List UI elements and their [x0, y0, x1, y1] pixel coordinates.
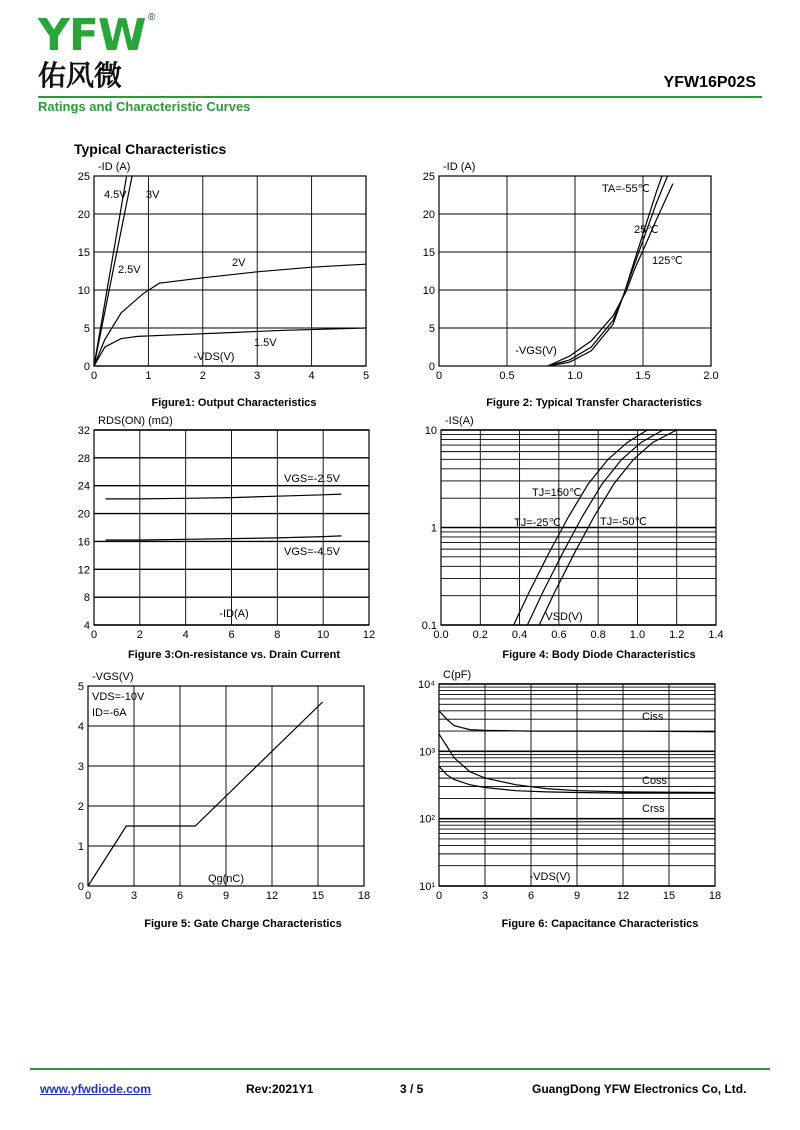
y-tick-label: 2	[77, 801, 84, 813]
x-tick-label: 2.0	[703, 370, 719, 382]
x-tick-label: 0.8	[590, 629, 606, 641]
figure-3-on-resistance	[74, 410, 394, 665]
y-tick-label: 28	[77, 452, 90, 465]
logo-chinese: 佑风微	[38, 59, 123, 92]
series-label: TJ=-25℃	[514, 517, 561, 529]
y-axis-label: C(pF)	[443, 669, 472, 681]
x-tick-label: 15	[662, 890, 676, 902]
x-tick-label: 8	[274, 629, 281, 641]
series-line	[548, 176, 668, 366]
x-tick-label: 0.4	[511, 629, 528, 641]
footer-divider	[30, 1068, 770, 1070]
x-axis-label: -ID(A)	[219, 608, 249, 620]
annotation: VDS=-10V	[92, 691, 145, 703]
y-tick-label: 1	[77, 841, 84, 853]
x-tick-label: 0	[84, 890, 92, 902]
figure-1-output-characteristics	[74, 158, 394, 413]
y-tick-label: 5	[77, 681, 84, 693]
series-label: 25℃	[634, 224, 659, 236]
x-tick-label: 9	[573, 890, 581, 902]
series-label: Crss	[642, 803, 665, 815]
plot-area	[423, 171, 719, 382]
x-axis-label: -VDS(V)	[529, 871, 571, 883]
x-tick-label: 3	[254, 370, 261, 382]
x-tick-label: 1.2	[669, 629, 685, 641]
series-label: TJ=-50℃	[600, 516, 647, 528]
series-label: 125℃	[652, 255, 683, 267]
x-tick-label: 6	[527, 890, 535, 902]
logo: YFW	[38, 10, 146, 61]
y-tick-label: 4	[77, 721, 84, 733]
x-tick-label: 0	[90, 629, 98, 641]
company-name: GuangDong YFW Electronics Co, Ltd.	[532, 1082, 747, 1096]
x-tick-label: 12	[362, 629, 376, 641]
x-tick-label: 2	[136, 629, 143, 641]
x-axis-label: -VDS(V)	[193, 351, 235, 363]
y-tick-label: 0	[83, 361, 90, 373]
x-tick-label: 0.2	[472, 629, 488, 641]
website-link[interactable]: www.yfwdiode.com	[40, 1082, 151, 1096]
series-line	[548, 176, 662, 366]
x-tick-label: 4	[182, 629, 189, 641]
y-tick-label: 16	[77, 536, 90, 549]
x-tick-label: 0.6	[551, 629, 567, 641]
x-axis-label: -VGS(V)	[515, 345, 557, 357]
figure-caption: Figure 3:On-resistance vs. Drain Current	[127, 649, 341, 661]
y-axis-label: RDS(ON) (mΩ)	[98, 415, 173, 427]
x-tick-label: 12	[265, 890, 279, 902]
x-tick-label: 3	[481, 890, 489, 902]
y-tick-label: 3	[77, 761, 84, 773]
series-label: Coss	[642, 775, 668, 787]
y-tick-label: 12	[77, 564, 90, 577]
y-tick-label: 20	[77, 508, 90, 521]
y-tick-label: 15	[422, 247, 435, 259]
plot-area	[422, 425, 724, 641]
figure-caption: Figure 2: Typical Transfer Characteristics	[486, 397, 702, 409]
header-divider	[38, 96, 762, 98]
x-tick-label: 1.0	[567, 370, 583, 382]
series-label: 3V	[146, 189, 160, 201]
x-axis-label: Qg(nC)	[207, 873, 245, 885]
y-tick-label: 0	[428, 361, 435, 373]
x-tick-label: 3	[130, 890, 138, 902]
y-tick-label: 20	[77, 209, 90, 221]
x-tick-label: 12	[616, 890, 630, 902]
x-tick-label: 1.4	[708, 629, 724, 641]
series-label: 2V	[232, 257, 246, 269]
y-axis-label: -IS(A)	[445, 415, 474, 427]
figure-caption: Figure 5: Gate Charge Characteristics	[144, 918, 342, 930]
section-title: Ratings and Characteristic Curves	[38, 99, 251, 114]
y-tick-label: 15	[77, 247, 90, 259]
x-tick-label: 0.0	[433, 629, 449, 641]
y-axis-label: -VGS(V)	[92, 671, 134, 683]
part-number: YFW16P02S	[663, 74, 756, 91]
x-tick-label: 0.5	[499, 370, 515, 382]
y-axis-label: -ID (A)	[98, 161, 131, 173]
y-tick-label: 0.1	[421, 620, 437, 632]
y-tick-label: 10	[77, 285, 90, 297]
y-tick-label: 5	[83, 323, 90, 335]
registered-mark: ®	[148, 12, 156, 23]
x-tick-label: 5	[362, 370, 370, 382]
y-tick-label: 10⁴	[418, 679, 435, 691]
figure-caption: Figure1: Output Characteristics	[151, 397, 317, 409]
x-axis-label: VSD(V)	[545, 611, 583, 623]
y-tick-label: 10	[424, 425, 437, 437]
series-label: TA=-55℃	[602, 183, 650, 195]
figure-5-gate-charge	[58, 662, 393, 937]
x-tick-label: 0	[90, 370, 98, 382]
y-tick-label: 10²	[419, 813, 435, 826]
y-tick-label: 0	[77, 881, 84, 893]
y-tick-label: 24	[77, 480, 90, 493]
y-tick-label: 5	[428, 323, 435, 335]
figure-2-transfer-characteristics	[414, 158, 734, 413]
x-tick-label: 6	[176, 890, 184, 902]
x-tick-label: 1	[145, 370, 152, 382]
figure-6-capacitance	[410, 662, 740, 937]
y-tick-label: 10¹	[419, 881, 435, 893]
series-line	[88, 702, 323, 886]
x-tick-label: 15	[311, 890, 325, 902]
x-tick-label: 18	[357, 890, 371, 902]
y-axis-label: -ID (A)	[443, 161, 476, 173]
series-label: TJ=150℃	[532, 487, 582, 499]
annotation: ID=-6A	[92, 707, 127, 719]
y-tick-label: 20	[422, 209, 435, 221]
page-number: 3 / 5	[400, 1082, 424, 1096]
series-label: VGS=-4.5V	[284, 546, 340, 558]
x-tick-label: 1.5	[635, 370, 651, 382]
series-label: Ciss	[642, 711, 664, 723]
figure-4-body-diode	[414, 410, 734, 665]
x-tick-label: 1.0	[629, 629, 646, 641]
series-label: VGS=-2.5V	[284, 473, 340, 485]
revision: Rev:2021Y1	[246, 1082, 314, 1096]
x-tick-label: 2	[199, 370, 206, 382]
y-tick-label: 32	[77, 425, 90, 437]
y-tick-label: 8	[83, 592, 90, 605]
y-tick-label: 1	[430, 522, 437, 535]
y-tick-label: 25	[422, 171, 435, 183]
x-tick-label: 4	[308, 370, 315, 382]
x-tick-label: 18	[708, 890, 722, 902]
series-label: 1.5V	[254, 337, 277, 349]
x-tick-label: 9	[222, 890, 230, 902]
figure-caption: Figure 6: Capacitance Characteristics	[501, 918, 699, 930]
x-tick-label: 0	[435, 370, 443, 382]
y-tick-label: 10	[422, 285, 435, 297]
typical-characteristics-title: Typical Characteristics	[74, 141, 227, 157]
series-label: 4.5V	[104, 189, 127, 201]
series-line	[106, 536, 342, 540]
x-tick-label: 0	[435, 890, 443, 902]
x-tick-label: 10	[317, 629, 330, 641]
y-tick-label: 4	[83, 620, 90, 632]
x-tick-label: 6	[228, 629, 235, 641]
y-tick-label: 25	[77, 171, 90, 183]
y-tick-label: 10³	[419, 746, 435, 759]
series-label: 2.5V	[118, 264, 141, 276]
figure-caption: Figure 4: Body Diode Characteristics	[502, 649, 696, 661]
series-line	[106, 494, 342, 499]
